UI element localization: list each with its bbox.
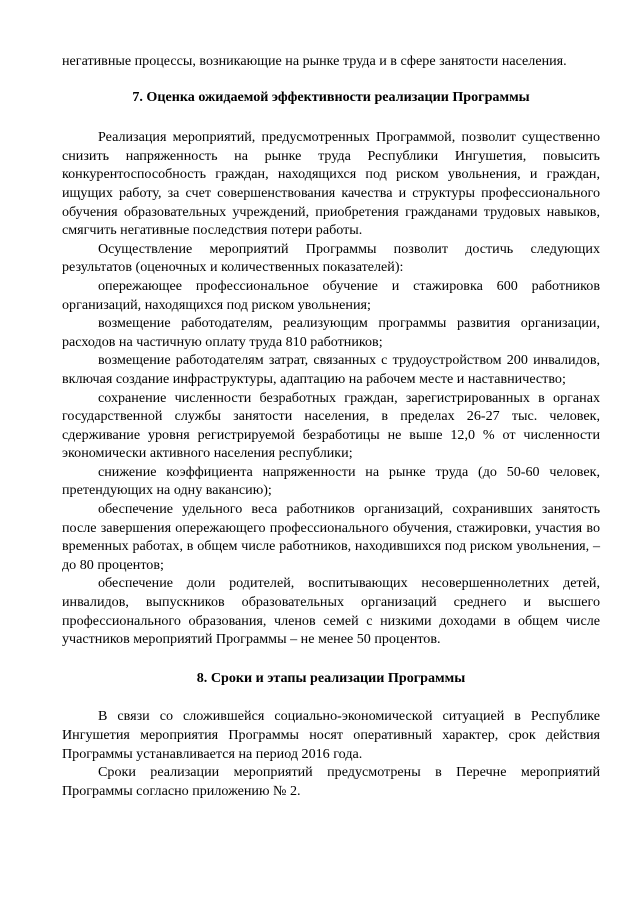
document-page	[62, 52, 600, 800]
section-8-title: 8. Сроки и этапы реализации Программы	[196, 669, 466, 686]
section-7-paragraph: Реализация мероприятий, предусмотренных Программой, позволит существенно снизить напряженность на рынке труда Республики Ингушетия, повысить конкурентоспособность граждан, находящихся под риском увольнения, и граждан, ищущих работу, за счет совершенствования качества и структуры профессионального обучения образовательных учреждений, приобретения гражданами трудовых навыков, смягчить негативные последствия потери работы.	[62, 129, 600, 239]
section-7-list-item: возмещение работодателям, реализующим программы развития организации, расходов на частичную оплату труда 810 работников;	[62, 315, 600, 350]
section-7-paragraph: Осуществление мероприятий Программы позволит достичь следующих результатов (оценочных и количественных показателей):	[62, 240, 600, 276]
section-7-list-item: обеспечение доли родителей, воспитывающих несовершеннолетних детей, инвалидов, выпускников образовательных организаций среднего и высшего профессионального образования, членов семей с низкими доходами в общем числе участников мероприятий Программы – не менее 50 процентов.	[62, 575, 600, 648]
section-7-list-item: сохранение численности безработных граждан, зарегистрированных в органах государственной службы занятости населения, в пределах 26-27 тыс. человек, сдерживание уровня регистрируемой безработицы не выше 12,0 % от численности экономически активного населения республики;	[62, 389, 600, 462]
section-8-paragraph: В связи со сложившейся социально-экономической ситуацией в Республике Ингушетия мероприятия Программы носят оперативный характер, срок действия Программы устанавливается на период 2016 года.	[62, 708, 600, 762]
intro-tail-paragraph: негативные процессы, возникающие на рынке труда и в сфере занятости населения.	[62, 53, 567, 69]
section-7-list-item: опережающее профессиональное обучение и стажировка 600 работников организаций, находящихся под риском увольнения;	[62, 277, 600, 313]
section-7-title: 7. Оценка ожидаемой эффективности реализации Программы	[132, 88, 530, 105]
section-8-paragraph: Сроки реализации мероприятий предусмотрены в Перечне мероприятий Программы согласно приложению № 2.	[62, 764, 600, 799]
section-7-list-item: снижение коэффициента напряженности на рынке труда (до 50-60 человек, претендующих на одну вакансию);	[62, 463, 600, 499]
section-7-list-item: обеспечение удельного веса работников организаций, сохранивших занятость после завершения опережающего профессионального обучения, стажировки, участия во временных работах, в общем числе работников, находившихся под риском увольнения, – до 80 процентов;	[62, 501, 600, 573]
section-7-list-item: возмещение работодателям затрат, связанных с трудоустройством 200 инвалидов, включая создание инфраструктуры, адаптацию на рабочем месте и наставничество;	[62, 352, 600, 387]
